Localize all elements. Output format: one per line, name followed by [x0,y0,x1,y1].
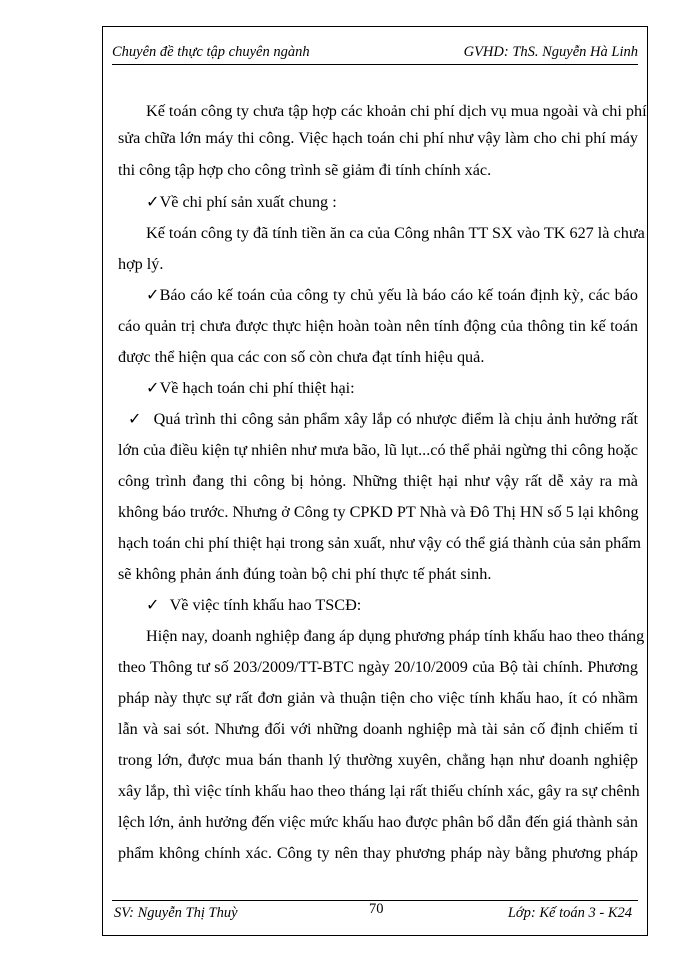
checkmark-icon: ✓ [146,379,160,397]
section-heading-depreciation: ✓ Về việc tính khấu hao TSCĐ: [146,596,362,614]
checkmark-icon: ✓ [128,410,142,428]
body-line: hợp lý. [118,255,164,273]
body-line: xây lắp, thì việc tính khấu hao theo tháng lại rất thiếu chính xác, gây ra sự chênh [118,782,640,800]
body-line: theo Thông tư số 203/2009/TT-BTC ngày 20/10/2009 của Bộ tài chính. Phương [118,658,638,676]
body-line: trong lớn, được mua bán thanh lý thường xuyên, chẳng hạn như doanh nghiệp [118,751,638,769]
header-supervisor: GVHD: ThS. Nguyễn Hà Linh [463,44,638,60]
body-line: không báo trước. Nhưng ở Công ty CPKD PT Nhà và Đô Thị HN số 5 lại không [118,503,639,521]
body-line: lẫn và sai sót. Nhưng đối với những doanh nghiệp mà tài sản cố định chiếm tỉ [118,720,638,738]
header-course-title: Chuyên đề thực tập chuyên ngành [112,44,310,60]
body-line-check: ✓ Quá trình thi công sản phẩm xây lắp có nhược điểm là chịu ảnh hưởng rất [128,410,638,428]
footer-class: Lớp: Kế toán 3 - K24 [507,905,632,921]
body-line: Hiện nay, doanh nghiệp đang áp dụng phương pháp tính khấu hao theo tháng [146,627,645,645]
body-line: công trình đang thi công bị hỏng. Những thiệt hại như vậy rất dễ xảy ra mà [118,472,638,490]
body-line: pháp này thực sự rất đơn giản và thuận tiện cho việc tính khấu hao, ít có nhầm [118,689,638,707]
section-heading-general-costs: ✓Về chi phí sản xuất chung : [146,193,337,211]
body-line: được thể hiện qua các con số còn chưa đạt tính hiệu quả. [118,348,485,366]
body-line: phẩm không chính xác. Công ty nên thay phương pháp này bằng phương pháp [118,844,638,862]
body-line: sẽ không phản ánh đúng toàn bộ chi phí thực tế phát sinh. [118,565,492,583]
page-number: 70 [369,901,384,917]
body-line: cáo quản trị chưa được thực hiện hoàn toàn nên tính động của thông tin kế toán [118,317,638,335]
footer-student-name: SV: Nguyễn Thị Thuỳ [114,905,238,921]
body-line: lệch lớn, ảnh hưởng đến việc mức khấu hao được phân bổ dẫn đến giá thành sản [118,813,638,831]
body-line: Kế toán công ty chưa tập hợp các khoản chi phí dịch vụ mua ngoài và chi phí [146,102,647,120]
body-line: Kế toán công ty đã tính tiền ăn ca của Công nhân TT SX vào TK 627 là chưa [146,224,645,242]
body-line: hạch toán chi phí thiệt hại trong sản xuất, như vậy có thể giá thành của sản phẩm [118,534,642,552]
body-line: lớn của điều kiện tự nhiên như mưa bão, lũ lụt...có thể phải ngừng thi công hoặc [118,441,638,459]
body-line: thi công tập hợp cho công trình sẽ giảm đi tính chính xác. [118,161,492,179]
checkmark-icon: ✓ [146,596,160,614]
page-header [112,40,638,65]
checkmark-icon: ✓ [146,286,160,304]
section-heading-damage-costs: ✓Về hạch toán chi phí thiệt hại: [146,379,355,397]
checkmark-icon: ✓ [146,193,160,211]
body-line: sửa chữa lớn máy thi công. Việc hạch toán chi phí như vậy làm cho chi phí máy [118,129,638,147]
page-footer [112,900,638,929]
body-line-check: ✓Báo cáo kế toán của công ty chủ yếu là báo cáo kế toán định kỳ, các báo [146,286,638,304]
